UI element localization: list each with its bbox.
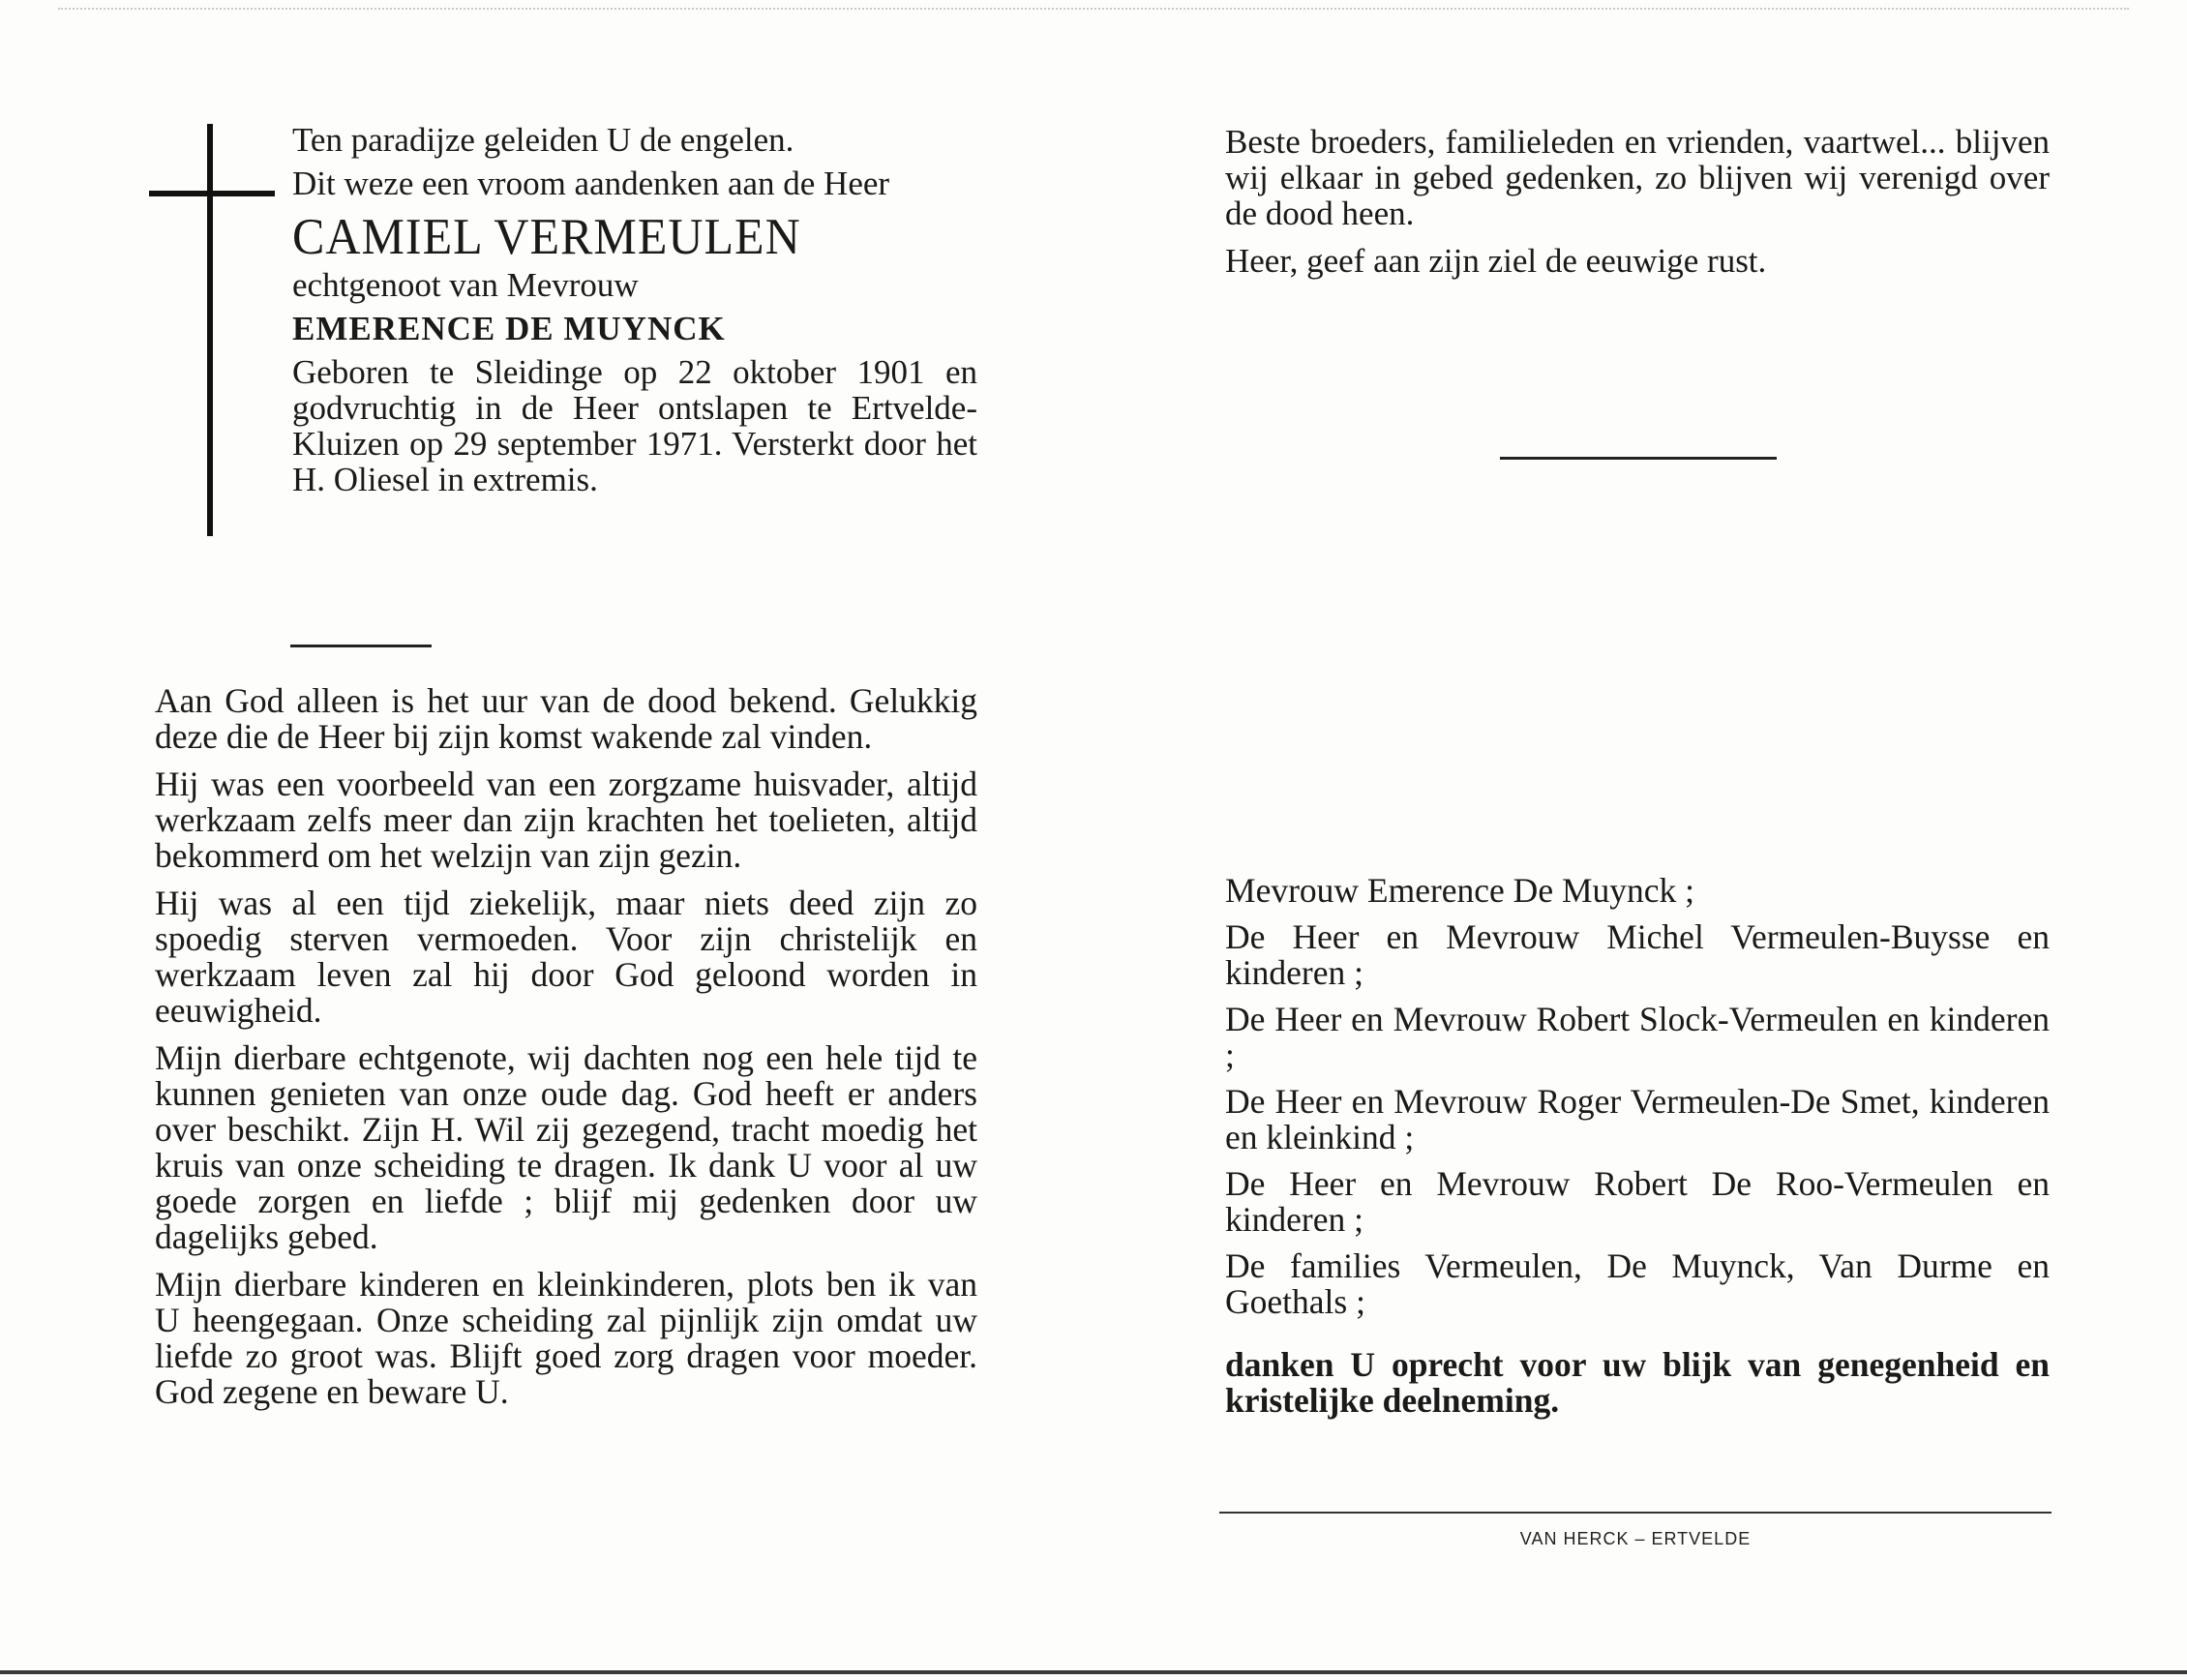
body-paragraph-3: Hij was al een tijd ziekelijk, maar niets deed zijn zo spoedig sterven vermoeden. Voor zijn christelijk en werkzaam leven zal hij door God geloond worden in eeuwigheid. [155, 884, 977, 1030]
family-item: De Heer en Mevrouw Robert De Roo-Vermeulen en kinderen ; [1225, 1164, 2050, 1239]
intro-section [292, 122, 977, 505]
farewell-section [1225, 124, 2050, 290]
thanks-text: danken U oprecht voor uw blijk van genegenheid en kristelijke deelneming. [1225, 1345, 2050, 1420]
family-item: De Heer en Mevrouw Roger Vermeulen-De Smet, kinderen en kleinkind ; [1225, 1082, 2050, 1156]
intro-line-2: Dit weze een vroom aandenken aan de Heer [292, 165, 890, 202]
body-paragraph-2: Hij was een voorbeeld van een zorgzame huisvader, altijd werkzaam zelfs meer dan zijn krachten het toelieten, altijd bekommerd om het welzijn van zijn gezin. [155, 765, 977, 875]
family-section [1225, 873, 2050, 1429]
birth-death-text: Geboren te Sleidinge op 22 oktober 1901 en godvruchtig in de Heer ontslapen te Ertvelde-Kluizen op 29 september 1971. Versterkt door het H. Oliesel in extremis. [292, 353, 977, 498]
spouse-label: echtgenoot van Mevrouw [292, 266, 639, 304]
printer-divider [1219, 1512, 2052, 1514]
farewell-text: Beste broeders, familieleden en vrienden, vaartwel... blijven wij elkaar in gebed gedenken, zo blijven wij verenigd over de dood heen. [1225, 123, 2050, 232]
body-paragraph-1: Aan God alleen is het uur van de dood bekend. Gelukkig deze die de Heer bij zijn komst wakende zal vinden. [155, 681, 977, 756]
family-item: De Heer en Mevrouw Michel Vermeulen-Buysse en kinderen ; [1225, 917, 2050, 992]
family-item: De families Vermeulen, De Muynck, Van Durme en Goethals ; [1225, 1246, 2050, 1321]
intro-divider [290, 645, 432, 647]
family-item: De Heer en Mevrouw Robert Slock-Vermeulen en kinderen ; [1225, 1000, 2050, 1074]
right-divider [1500, 457, 1777, 460]
body-paragraph-5: Mijn dierbare kinderen en kleinkinderen, plots ben ik van U heengegaan. Onze scheiding zal pijnlijk zijn omdat uw liefde zo groot was. Blijft goed zorg dragen voor moeder. God zegene en beware U. [155, 1265, 977, 1411]
body-section [155, 683, 977, 1422]
intro-line-1: Ten paradijze geleiden U de engelen. [292, 121, 794, 159]
printer-credit: VAN HERCK – ERTVELDE [1519, 1529, 1752, 1548]
top-edge [58, 8, 2129, 13]
prayer-text: Heer, geef aan zijn ziel de eeuwige rust. [1225, 242, 1767, 280]
cross-icon-horizontal [149, 191, 275, 196]
deceased-name: CAMIEL VERMEULEN [292, 207, 801, 265]
family-item: Mevrouw Emerence De Muynck ; [1225, 871, 1695, 910]
bottom-edge [0, 1670, 2187, 1674]
body-paragraph-4: Mijn dierbare echtgenote, wij dachten nog een hele tijd te kunnen genieten van onze oude dag. God heeft er anders over beschikt. Zijn H. Wil zij gezegend, tracht moedig het kruis van onze scheiding te dragen. Ik dank U voor al uw goede zorgen en liefde ; blijf mij gedenken door uw dagelijks gebed. [155, 1038, 977, 1256]
cross-icon-vertical [207, 124, 213, 536]
spouse-name: EMERENCE DE MUYNCK [292, 310, 726, 347]
